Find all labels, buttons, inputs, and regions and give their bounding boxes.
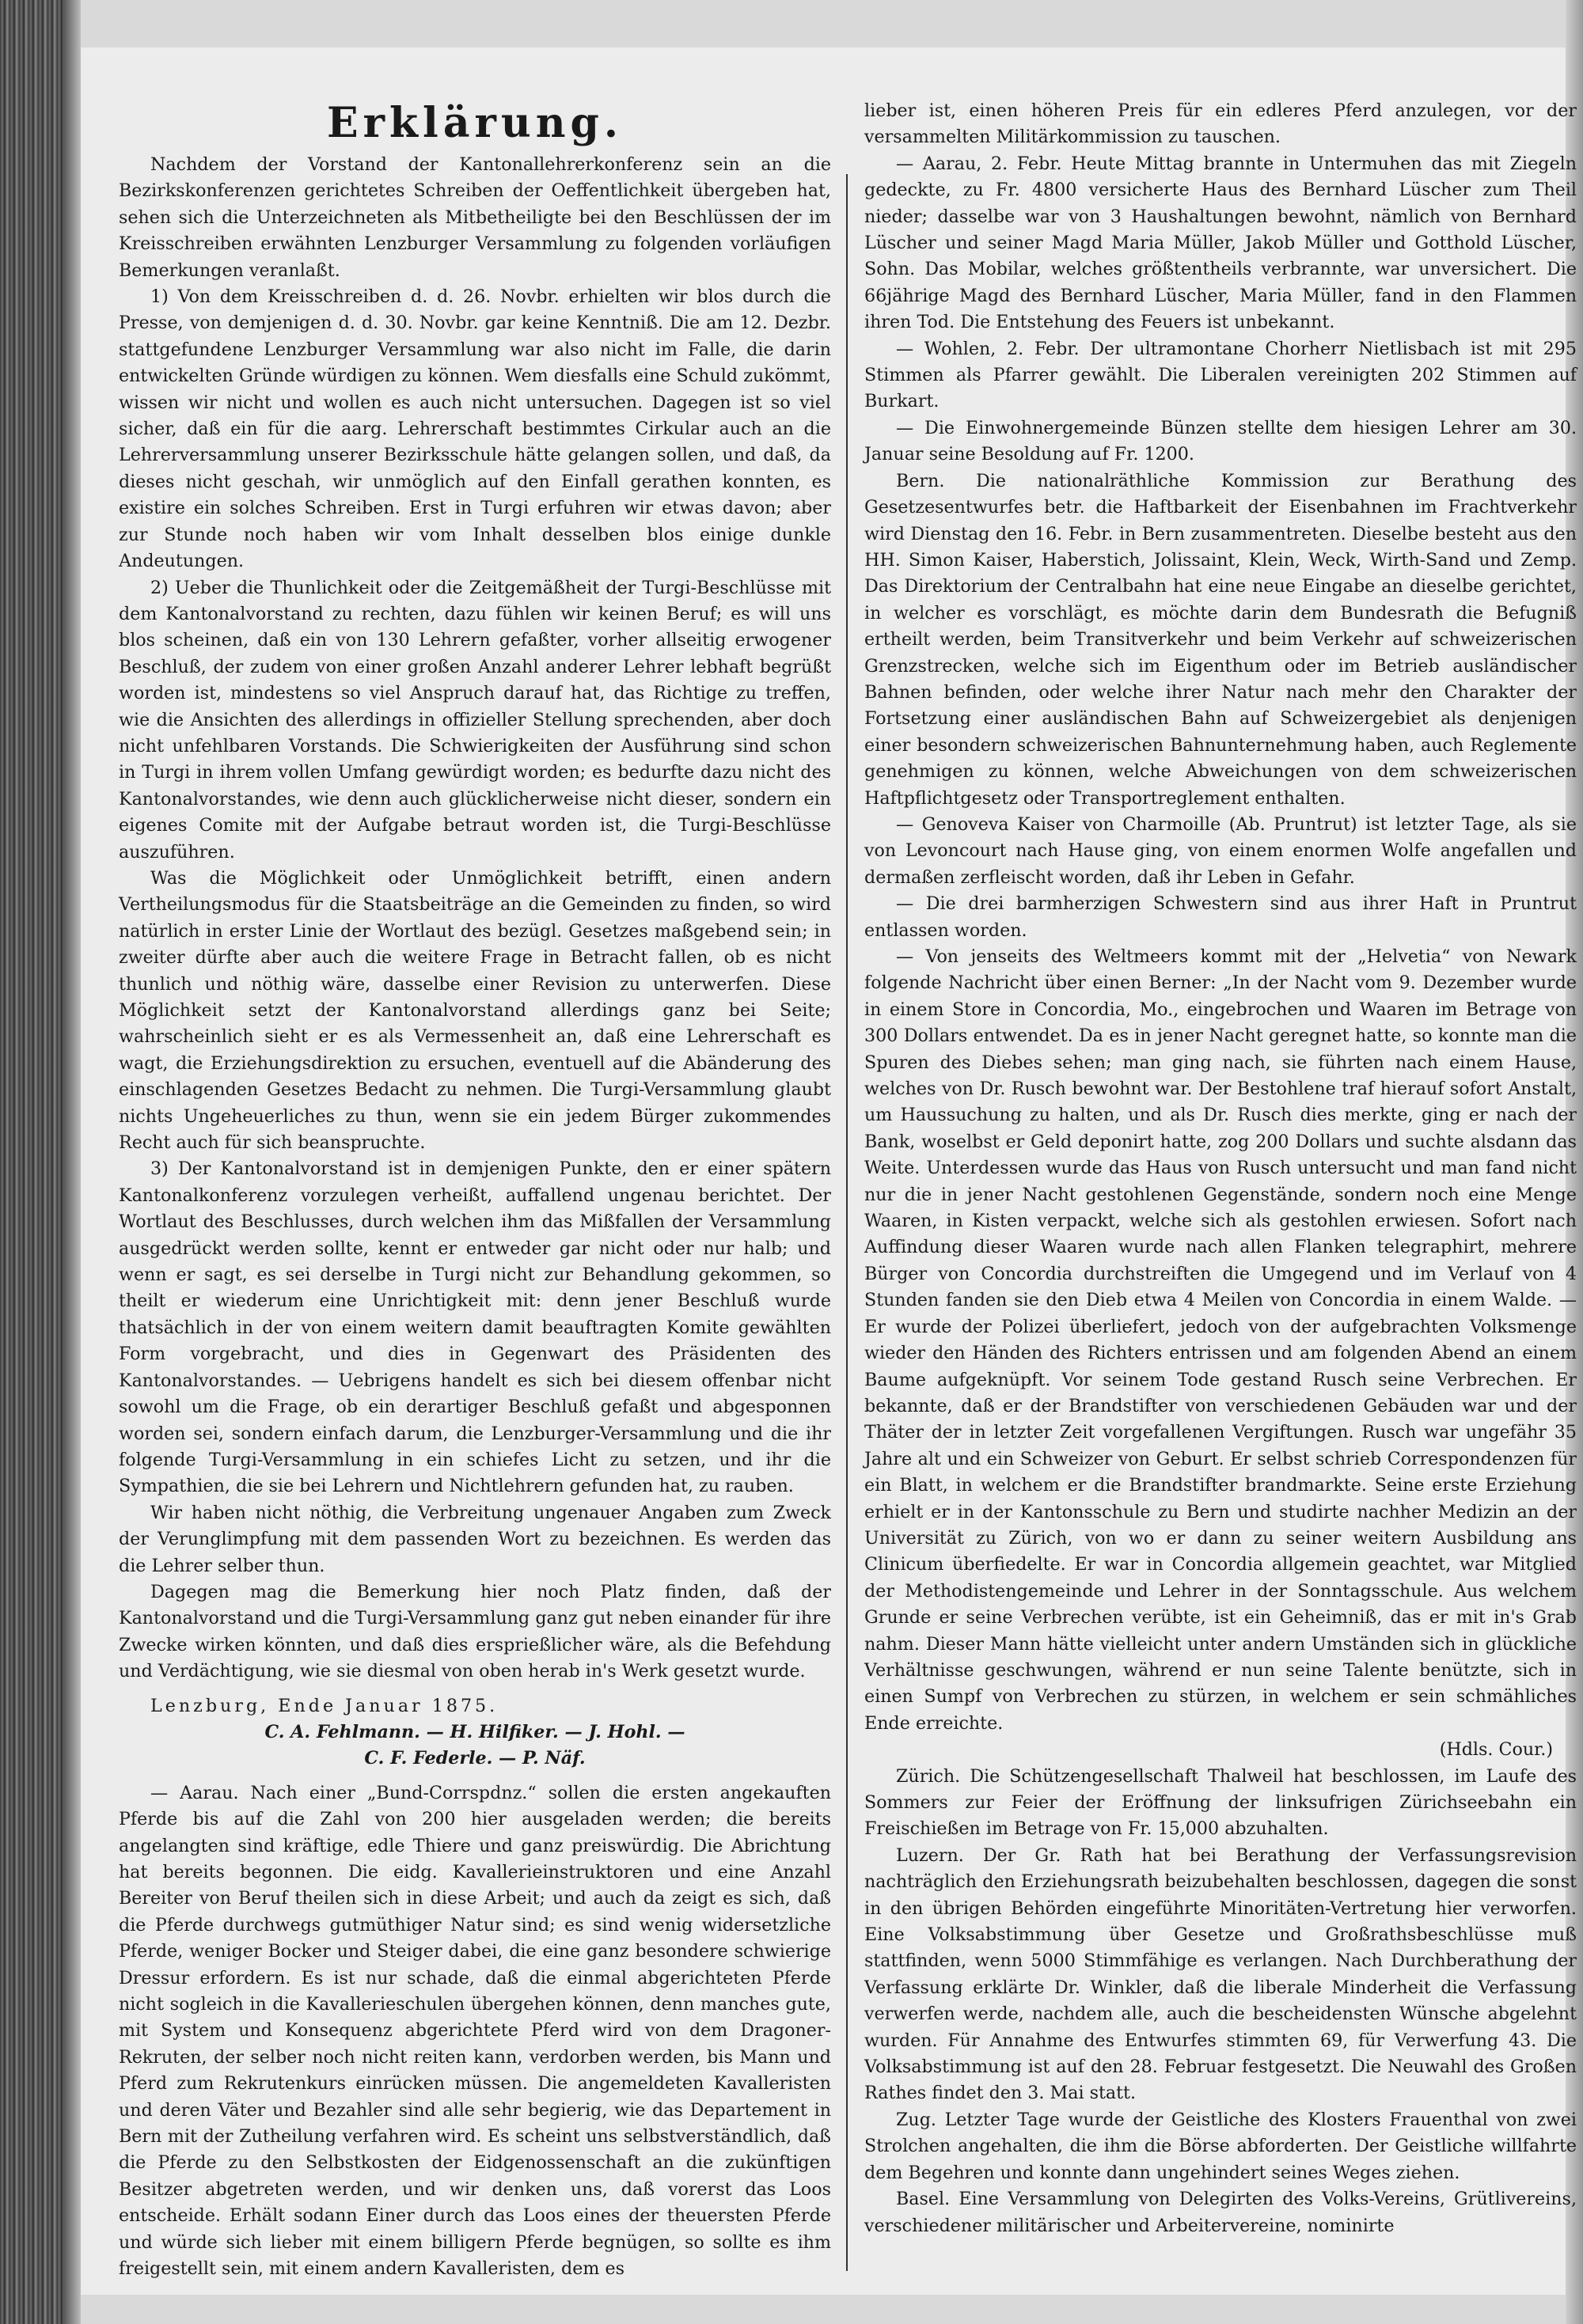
news-item: Luzern. Der Gr. Rath hat bei Berathung der Verfassungsrevision nachträglich den Erziehungsrath beizubehalten beschlossen, dagegen die sonst in den übrigen Behörden eingeführte Minoritäten-Vertretung hier verworfen. Eine Volksabstimmung über Gesetze und Großrathsbeschlüsse muß stattfinden, wenn 5000 Stimmfähige es verlangen. Nach Durchberathung der Verfassung erklärte Dr. Winkler, daß die liberale Minderheit die Verfassung verwerfen werde, nachdem alle, auch die bescheidensten Wünsche abgelehnt wurden. Für Annahme des Entwurfes stimmten 69, für Verwerfung 43. Die Volksabstimmung ist auf den 28. Februar festgesetzt. Die Neuwahl des Großen Rathes findet den 3. Mai statt. bbox=[864, 1844, 1577, 2104]
article-title: Erklärung. bbox=[327, 99, 623, 147]
article-paragraph: Was die Möglichkeit oder Unmöglichkeit betrifft, einen andern Vertheilungsmodus für die Staatsbeiträge an die Gemeinden zu finden, so wird natürlich in erster Linie der Wortlaut des bezügl. Gesetzes maßgebend sein; in zweiter dürfte aber auch die weitere Frage in Betracht fallen, ob es nicht thunlich und nöthig wäre, dasselbe einer Revision zu unterwerfen. Diese Möglichkeit setzt der Kantonalvorstand allerdings ganz bei Seite; wahrscheinlich sieht er es als Vermessenheit an, daß eine Lehrerschaft es wagt, die Erziehungsdirektion zu ersuchen, eventuell auf die Abänderung des einschlagenden Gesetzes Bedacht zu nehmen. Die Turgi-Versammlung glaubt nichts Ungeheuerliches zu thun, wenn sie ein jedem Bürger zukommendes Recht auch für sich beanspruchte. bbox=[119, 867, 831, 1154]
news-item: Zürich. Die Schützengesellschaft Thalweil hat beschlossen, im Laufe des Sommers zur Feier der Eröffnung der linksufrigen Zürichseebahn ein Freischießen im Betrage von Fr. 15,000 abzuhalten. bbox=[864, 1765, 1577, 1840]
news-item: Basel. Eine Versammlung von Delegirten des Volks-Vereins, Grütlivereins, verschiedener militärischer und Arbeitervereine, nominirte bbox=[864, 2189, 1577, 2236]
article-paragraph: Wir haben nicht nöthig, die Verbreitung ungenauer Angaben zum Zweck der Verunglimpfung mit dem passenden Wort zu bezeichnen. Es werden das die Lehrer selber thun. bbox=[119, 1502, 831, 1576]
book-binding bbox=[0, 0, 63, 2324]
article-paragraph: 3) Der Kantonalvorstand ist in demjenigen Punkte, den er einer spätern Kantonalkonferenz vorzulegen verheißt, auffallend ungenau berichtet. Der Wortlaut des Beschlusses, durch welchen ihm das Mißfallen der Versammlung ausgedrückt werden sollte, kennt er entweder gar nicht oder nur halb; und wenn er sagt, es sei derselbe in Turgi nicht zur Behandlung gekommen, so theilt er wiederum eine Unrichtigkeit mit: denn jener Beschluß wurde thatsächlich in der von einem weitern damit beauftragten Komite gewählten Form vorgebracht, und dies in Gegenwart des Präsidenten des Kantonalvorstandes. — Uebrigens handelt es sich bei diesem offenbar nicht sowohl um die Frage, ob ein derartiger Beschluß gefaßt und abgesponnen worden sei, sondern einfach darum, die Lenzburger-Versammlung und die ihr folgende Turgi-Versammlung in ein schiefes Licht zu setzen, und ihr die Sympathien, die sie bei Lehrern und Nichtlehrern gefunden hat, zu rauben. bbox=[119, 1158, 831, 1497]
newspaper-page bbox=[81, 47, 1577, 2295]
article-paragraph: Dagegen mag die Bemerkung hier noch Platz finden, daß der Kantonalvorstand und die Turgi-Versammlung ganz gut neben einander für ihre Zwecke wirken könnten, und daß dies ersprießlicher wäre, als die Befehdung und Verdächtigung, wie sie diesmal von oben herab in's Werk gesetzt wurde. bbox=[119, 1581, 831, 1682]
signatories-line-1: C. A. Fehlmann. — H. Hilfiker. — J. Hohl. — bbox=[264, 1721, 685, 1742]
news-item: — Wohlen, 2. Febr. Der ultramontane Chorherr Nietlisbach ist mit 295 Stimmen als Pfarrer gewählt. Die Liberalen vereinigten 202 Stimmen auf Burkart. bbox=[864, 338, 1577, 412]
article-paragraph: Nachdem der Vorstand der Kantonallehrerkonferenz sein an die Bezirkskonferenzen gerichtetes Schreiben der Oeffentlichkeit übergeben hat, sehen sich die Unterzeichneten als Mitbetheiligte bei den Beschlüssen der im Kreisschreiben erwähnten Lenzburger Versammlung zu folgenden vorläufigen Bemerkungen veranlaßt. bbox=[119, 154, 831, 281]
news-item: — Die drei barmherzigen Schwestern sind aus ihrer Haft in Pruntrut entlassen worden. bbox=[864, 893, 1577, 941]
news-item: lieber ist, einen höheren Preis für ein edleres Pferd anzulegen, vor der versammelten Militärkommission zu tauschen. bbox=[864, 100, 1577, 148]
dateline: Lenzburg, Ende Januar 1875. bbox=[150, 1695, 499, 1716]
news-item: Bern. Die nationalräthliche Kommission zur Berathung des Gesetzesentwurfes betr. die Haftbarkeit der Eisenbahnen im Frachtverkehr wird Dienstag den 16. Febr. in Bern zusammentreten. Dieselbe besteht aus den HH. Simon Kaiser, Haberstich, Jolissaint, Klein, Weck, Wirth-Sand und Zemp. Das Direktorium der Centralbahn hat eine neue Eingabe an dieselbe gerichtet, in welcher es vorschlägt, es möchte darin dem Bundesrath die Befugniß ertheilt werden, beim Transitverkehr und beim Verkehr auf schweizerischen Grenzstrecken, welche sich im Eigenthum oder im Betrieb ausländischer Bahnen befinden, oder welche ihrer Natur nach mehr den Charakter der Fortsetzung einer ausländischen Bahn auf Schweizergebiet als denjenigen einer besondern schweizerischen Bahnunternehmung haben, auch Reglemente genehmigen zu können, welche Abweichungen von dem schweizerischen Haftpflichtgesetz oder Transportreglement enthalten. bbox=[864, 470, 1577, 809]
article-paragraph: 1) Von dem Kreisschreiben d. d. 26. Novbr. erhielten wir blos durch die Presse, von demjenigen d. d. 30. Novbr. gar keine Kenntniß. Die am 12. Dezbr. stattgefundene Lenzburger Versammlung war also nicht im Falle, die darin entwickelten Gründe würdigen zu können. Wem diesfalls eine Schuld zukömmt, wissen wir nicht und wollen es auch nicht untersuchen. Dagegen ist so viel sicher, daß ein für die aarg. Lehrerschaft bestimmtes Cirkular auch an die Lehrerversammlung unserer Bezirksschule hätte gelangen sollen, und daß, da dieses nicht geschah, wir unmöglich auf den Einfall gerathen konnten, es existire ein solches Schreiben. Erst in Turgi erfuhren wir etwas davon; aber zur Stunde noch haben wir vom Inhalt desselben blos einige dunkle Andeutungen. bbox=[119, 286, 831, 572]
column-divider bbox=[846, 174, 848, 2271]
news-item: Zug. Letzter Tage wurde der Geistliche des Klosters Frauenthal von zwei Strolchen angehalten, die ihm die Börse abforderten. Der Geistliche willfahrte dem Begehren und konnte dann ungehindert seines Weges ziehen. bbox=[864, 2109, 1577, 2183]
page-stack-edge bbox=[63, 0, 81, 2324]
right-column bbox=[864, 98, 1577, 2266]
article-paragraph: 2) Ueber die Thunlichkeit oder die Zeitgemäßheit der Turgi-Beschlüsse mit dem Kantonalvorstand zu rechten, dazu fühlen wir keinen Beruf; es will uns blos scheinen, daß ein von 130 Lehrern gefaßter, vorher allseitig erwogener Beschluß, der zudem von einer großen Anzahl anderer Lehrer lebhaft begrüßt worden ist, mindestens so viel Anspruch darauf hat, das Richtige zu treffen, wie die Ansichten des allerdings in offizieller Stellung sprechenden, aber doch nicht unfehlbaren Vorstands. Die Schwierigkeiten der Ausführung sind schon in Turgi in ihrem vollen Umfang gewürdigt worden; es bedurfte dazu nicht des Kantonalvorstandes, wie denn auch glücklicherweise nicht dieser, sondern ein eigenes Comite mit der Aufgabe betraut worden ist, die Turgi-Beschlüsse auszuführen. bbox=[119, 577, 831, 862]
news-item: — Aarau, 2. Febr. Heute Mittag brannte in Untermuhen das mit Ziegeln gedeckte, zu Fr. 4800 versicherte Haus des Bernhard Lüscher zum Theil nieder; dasselbe war von 3 Haushaltungen bewohnt, nämlich von Bernhard Lüscher und seiner Magd Maria Müller, Jakob Müller und Gotthold Lüscher, Sohn. Das Mobilar, welches größtentheils verbrannte, war unversichert. Die 66jährige Magd des Bernhard Lüscher, Maria Müller, fand in den Flammen ihren Tod. Die Entstehung des Feuers ist unbekannt. bbox=[864, 153, 1577, 333]
news-item: — Von jenseits des Weltmeers kommt mit der „Helvetia“ von Newark folgende Nachricht über einen Berner: „In der Nacht vom 9. Dezember wurde in einem Store in Concordia, Mo., eingebrochen und Waaren im Betrage von 300 Dollars entwendet. Da es in jener Nacht geregnet hatte, so konnte man die Spuren des Diebes sehen; man ging nach, sie führten nach einem Hause, welches von Dr. Rusch bewohnt war. Der Bestohlene traf hierauf sofort Anstalt, um Haussuchung zu halten, und als Dr. Rusch dies merkte, ging er nach der Bank, woselbst er Geld deponirt hatte, zog 200 Dollars und suchte alsdann das Weite. Unterdessen wurde das Haus von Rusch untersucht und man fand nicht nur die in jener Nacht gestohlenen Gegenstände, sondern noch eine Menge Waaren, in Kisten verpackt, welche sich als gestohlen erwiesen. Sofort nach Auffindung dieser Waaren wurde nach allen Flanken telegraphirt, mehrere Bürger von Concordia durchstreiften die Umgegend und im Verlauf von 4 Stunden fanden sie den Dieb etwa 4 Meilen von Concordia in einem Walde. — Er wurde der Polizei überliefert, jedoch von der aufgebrachten Volksmenge wieder den Händen des Richters entrissen und am folgenden Abend an einem Baume aufgeknüpft. Vor seinem Tode gestand Rusch seine Verbrechen. Er bekannte, daß er der Brandstifter von verschiedenen Gebäuden war und der Thäter der in letzter Zeit vorgefallenen Vergiftungen. Rusch war ungefähr 35 Jahre alt und ein Schweizer von Geburt. Er selbst schrieb Correspondenzen für ein Blatt, in welchem er die Brandstifter brandmarkte. Seine erste Erziehung erhielt er in der Kantonsschule zu Bern und studirte nachher Medizin an der Universität zu Zürich, von wo er dann zu seiner weitern Ausbildung ans Clinicum überfiedelte. Er war in Concordia allgemein geachtet, war Mitglied der Methodistengemeinde und Lehrer in der Sonntagsschule. Aus welchem Grunde er seine Verbrechen verübte, ist ein Geheimniß, das er mit in's Grab nahm. Dieser Mann hätte vielleicht unter andern Umständen sich in glückliche Verhältnisse geschwungen, während er nun seine Talente benützte, sich in einen Sumpf von Verbrechen zu stürzen, in welchem er sein schmähliches Ende erreichte. bbox=[864, 946, 1577, 1734]
left-column bbox=[119, 98, 831, 2280]
signatories-line-2: C. F. Federle. — P. Näf. bbox=[364, 1748, 586, 1769]
source-citation: (Hdls. Cour.) bbox=[1439, 1739, 1553, 1761]
news-item: — Genoveva Kaiser von Charmoille (Ab. Pruntrut) ist letzter Tage, als sie von Levoncourt nach Hause ging, von einem enormen Wolfe angefallen und dermaßen zerfleischt worden, daß ihr Leben in Gefahr. bbox=[864, 813, 1577, 888]
news-item: — Die Einwohnergemeinde Bünzen stellte dem hiesigen Lehrer am 30. Januar seine Besoldung auf Fr. 1200. bbox=[864, 417, 1577, 465]
news-item-aarau: — Aarau. Nach einer „Bund-Corrspdnz.“ sollen die ersten angekauften Pferde bis auf die Zahl von 200 hier ausgeladen werden; die bereits angelangten sind kräftige, edle Thiere und ganz preiswürdig. Die Abrichtung hat bereits begonnen. Die eidg. Kavallerieinstruktoren und eine Anzahl Bereiter von Beruf theilen sich in diese Arbeit; und auch da zeigt es sich, daß die Pferde durchwegs gutmüthiger Natur sind; es sind wenig widersetzliche Pferde, weniger Bocker und Steiger dabei, die eine ganz besondere schwierige Dressur erfordern. Es ist nur schade, daß die einmal abgerichteten Pferde nicht sogleich in die Kavallerieschulen übergehen können, denn manches gute, mit System und Konsequenz abgerichtete Pferd wird von dem Dragoner-Rekruten, der selber noch nicht reiten kann, verdorben werden, bis Mann und Pferd zum Rekrutenkurs einrücken müssen. Die angemeldeten Kavalleristen und deren Väter und Bezahler sind alle sehr begierig, wie das Departement in Bern mit der Zutheilung verfahren wird. Es scheint uns selbstverständlich, daß die Pferde zu den Selbstkosten der Eidgenossenschaft an die zukünftigen Besitzer abgetreten werden, und wir denken uns, daß vorerst das Loos entscheide. Erhält sodann Einer durch das Loos eines der theuersten Pferde und würde sich lieber mit einem billigern Pferde begnügen, so sollte es ihm freigestellt sein, mit einem andern Kavalleristen, dem es bbox=[119, 1782, 831, 2280]
